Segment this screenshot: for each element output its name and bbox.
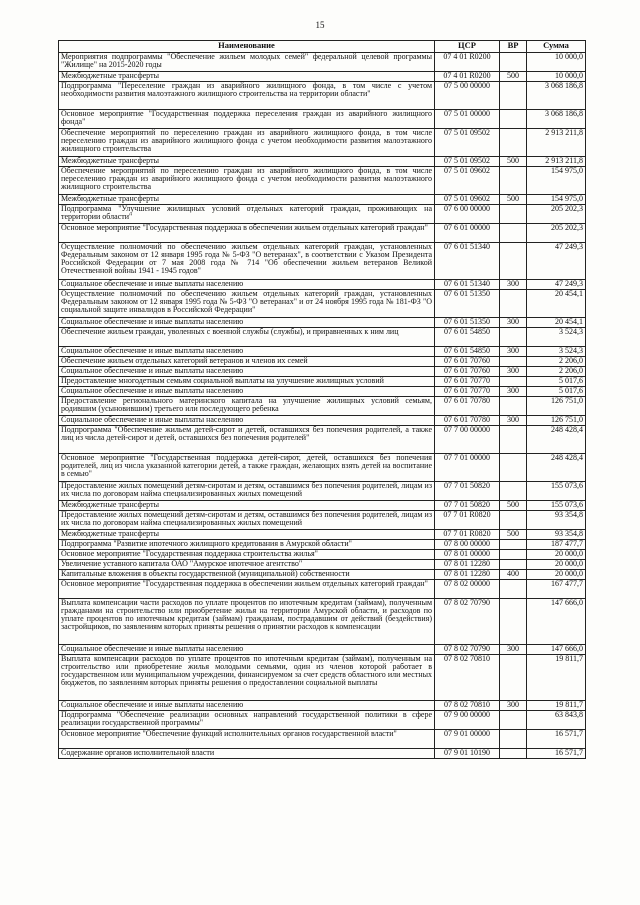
cell-csr: 07 5 01 09602 [435,195,500,205]
cell-name: Предоставление многодетным семьям социальной выплаты на улучшение жилищных условий [59,377,435,387]
cell-csr: 07 9 00 00000 [435,711,500,730]
cell-name: Содержание органов исполнительной власти [59,749,435,759]
cell-sum: 3 524,3 [527,328,586,347]
cell-sum: 2 206,0 [527,357,586,367]
cell-vr [500,560,527,570]
cell-vr [500,167,527,195]
cell-sum: 19 811,7 [527,701,586,711]
cell-sum: 93 354,8 [527,511,586,530]
cell-name: Подпрограмма "Улучшение жилищных условий отдельных категорий граждан, проживающих на территории области" [59,205,435,224]
table-row [59,482,586,501]
cell-name: Выплата компенсации расходов по уплате процентов по ипотечным кредитам (займам), полученным на строительство или приобретение жилья молодыми семьями, один из членов которой работает в государственном или муниципальном учреждении, финансируемом за счет средств областного или местных бюджетов, по заявлениям которых приняты решения о предоставлении социальной выплаты [59,655,435,701]
cell-csr: 07 6 01 70770 [435,387,500,397]
table-row [59,110,586,129]
table-row [59,397,586,416]
cell-vr: 300 [500,416,527,426]
cell-name: Социальное обеспечение и иные выплаты населению [59,347,435,357]
table-row [59,367,586,377]
table-row [59,426,586,454]
cell-name: Подпрограмма "Обеспечение жильем детей-сирот и детей, оставшихся без попечения родителей, а также лиц из числа детей-сирот и детей, оставшихся без попечения родителей" [59,426,435,454]
cell-csr: 07 6 01 70770 [435,377,500,387]
table-row [59,129,586,157]
cell-sum: 205 202,3 [527,224,586,243]
cell-csr: 07 5 01 09502 [435,129,500,157]
cell-sum: 126 751,0 [527,397,586,416]
table-row [59,560,586,570]
cell-name: Межбюджетные трансферты [59,530,435,540]
cell-vr: 500 [500,195,527,205]
cell-vr [500,655,527,701]
cell-sum: 2 913 211,8 [527,129,586,157]
cell-name: Капитальные вложения в объекты государственной (муниципальной) собственности [59,570,435,580]
cell-name: Обеспечение мероприятий по переселению граждан из аварийного жилищного фонда, в том числе переселению граждан из аварийного жилищного фонда с учетом необходимости развития малоэтажного жилищного строительства [59,129,435,157]
cell-name: Выплата компенсации части расходов по уплате процентов по ипотечным кредитам (займам), полученным гражданами на строительство или приобретение жилья на территории Амурской области, и расходов по уплате процентов по ипотечным кредитам (займам) гражданам, пострадавшим от действий (бездействия) застройщиков, по заявлениям которых приняты решения о принятии расходов к компенсации [59,599,435,645]
cell-name: Социальное обеспечение и иные выплаты населению [59,701,435,711]
header-vr: ВР [500,41,527,53]
cell-vr [500,224,527,243]
cell-name: Предоставление жилых помещений детям-сиротам и детям, оставшимся без попечения родителей, лицам из их числа по договорам найма специализированных жилых помещений [59,511,435,530]
cell-vr: 500 [500,72,527,82]
table-row [59,570,586,580]
cell-vr: 400 [500,570,527,580]
cell-sum: 205 202,3 [527,205,586,224]
cell-vr [500,243,527,280]
cell-sum: 3 068 186,8 [527,110,586,129]
cell-vr [500,328,527,347]
table-row [59,454,586,482]
cell-vr [500,711,527,730]
table-row [59,328,586,347]
cell-vr [500,53,527,72]
cell-sum: 248 428,4 [527,426,586,454]
cell-vr: 300 [500,701,527,711]
cell-csr: 07 8 01 12280 [435,570,500,580]
table-row [59,749,586,759]
cell-sum: 20 454,1 [527,290,586,318]
cell-vr: 300 [500,280,527,290]
cell-csr: 07 8 01 00000 [435,550,500,560]
cell-name: Социальное обеспечение и иные выплаты населению [59,645,435,655]
cell-name: Социальное обеспечение и иные выплаты населению [59,416,435,426]
cell-csr: 07 7 00 00000 [435,426,500,454]
cell-csr: 07 8 02 00000 [435,580,500,599]
cell-name: Основное мероприятие "Государственная поддержка в обеспечении жильем отдельных категорий граждан" [59,580,435,599]
cell-name: Межбюджетные трансферты [59,157,435,167]
table-row [59,347,586,357]
cell-vr [500,599,527,645]
cell-sum: 16 571,7 [527,730,586,749]
cell-vr [500,290,527,318]
cell-name: Осуществление полномочий по обеспечению жильем отдельных категорий граждан, установленных Федеральным законом от 12 января 1995 года № 5-ФЗ "О ветеранах" и от 24 ноября 1995 года № 181-ФЗ "О социальной защите инвалидов в Российской Федерации" [59,290,435,318]
cell-csr: 07 5 00 00000 [435,82,500,110]
cell-sum: 155 073,6 [527,482,586,501]
cell-sum: 47 249,3 [527,243,586,280]
table-row [59,243,586,280]
cell-vr [500,511,527,530]
table-header-row [59,41,586,53]
table-row [59,53,586,72]
cell-vr [500,454,527,482]
cell-sum: 5 017,6 [527,377,586,387]
cell-vr [500,580,527,599]
cell-name: Подпрограмма "Развитие ипотечного жилищного кредитования в Амурской области" [59,540,435,550]
table-row [59,730,586,749]
table-row [59,511,586,530]
cell-name: Предоставление регионального материнского капитала на улучшение жилищных условий семьям, родившим (усыновившим) третьего или последующего ребенка [59,397,435,416]
cell-sum: 147 666,0 [527,599,586,645]
cell-sum: 2 206,0 [527,367,586,377]
cell-csr: 07 5 01 09502 [435,157,500,167]
cell-sum: 16 571,7 [527,749,586,759]
cell-csr: 07 5 01 09602 [435,167,500,195]
table-row [59,387,586,397]
cell-sum: 20 000,0 [527,550,586,560]
table-row [59,195,586,205]
cell-csr: 07 4 01 R0200 [435,72,500,82]
table-row [59,224,586,243]
cell-vr [500,377,527,387]
cell-name: Межбюджетные трансферты [59,195,435,205]
cell-name: Основное мероприятие "Обеспечение функций исполнительных органов государственной власти" [59,730,435,749]
cell-sum: 20 454,1 [527,318,586,328]
cell-csr: 07 6 01 51340 [435,243,500,280]
table-row [59,280,586,290]
cell-name: Осуществление полномочий по обеспечению жильем отдельных категорий граждан, установленных Федеральным законом от 12 января 1995 года № 5-ФЗ "О ветеранах", в соответствии с Указом Президента Российской Федерации от 7 мая 2008 года № 714 "Об обеспечении жильем ветеранов Великой Отечественной войны 1941 - 1945 годов" [59,243,435,280]
cell-name: Предоставление жилых помещений детям-сиротам и детям, оставшимся без попечения родителей, лицам из их числа по договорам найма специализированных жилых помещений [59,482,435,501]
table-row [59,377,586,387]
table-row [59,167,586,195]
table-row [59,357,586,367]
table-row [59,711,586,730]
cell-sum: 19 811,7 [527,655,586,701]
cell-sum: 187 477,7 [527,540,586,550]
cell-csr: 07 6 01 51340 [435,280,500,290]
cell-sum: 47 249,3 [527,280,586,290]
cell-name: Обеспечение жильем граждан, уволенных с военной службы (службы), и приравненных к ним лиц [59,328,435,347]
cell-vr [500,357,527,367]
cell-sum: 3 524,3 [527,347,586,357]
cell-vr [500,205,527,224]
table-row [59,655,586,701]
table-row [59,82,586,110]
cell-vr [500,550,527,560]
cell-sum: 5 017,6 [527,387,586,397]
cell-name: Увеличение уставного капитала ОАО "Амурское ипотечное агентство" [59,560,435,570]
cell-vr [500,129,527,157]
cell-csr: 07 8 02 70810 [435,701,500,711]
cell-sum: 2 913 211,8 [527,157,586,167]
cell-csr: 07 4 01 R0200 [435,53,500,72]
cell-csr: 07 7 01 50820 [435,482,500,501]
table-row [59,157,586,167]
cell-csr: 07 6 01 70780 [435,397,500,416]
table-row [59,599,586,645]
cell-name: Подпрограмма "Обеспечение реализации основных направлений государственной политики в сфере реализации государственной программы" [59,711,435,730]
cell-name: Основное мероприятие "Государственная поддержка переселения граждан из аварийного жилищного фонда" [59,110,435,129]
cell-name: Основное мероприятие "Государственная поддержка строительства жилья" [59,550,435,560]
table-row [59,540,586,550]
cell-vr [500,540,527,550]
cell-csr: 07 7 01 50820 [435,501,500,511]
cell-sum: 63 843,8 [527,711,586,730]
cell-name: Подпрограмма "Переселение граждан из аварийного жилищного фонда, в том числе с учетом необходимости развития малоэтажного жилищного строительства на территории области" [59,82,435,110]
cell-csr: 07 9 01 00000 [435,730,500,749]
cell-csr: 07 6 01 51350 [435,318,500,328]
cell-vr [500,749,527,759]
table-row [59,205,586,224]
cell-vr [500,426,527,454]
table-row [59,416,586,426]
cell-vr: 300 [500,645,527,655]
cell-sum: 154 975,0 [527,167,586,195]
table-row [59,580,586,599]
cell-vr [500,110,527,129]
cell-name: Основное мероприятие "Государственная поддержка в обеспечении жильем отдельных категорий граждан" [59,224,435,243]
cell-vr: 300 [500,347,527,357]
cell-name: Социальное обеспечение и иные выплаты населению [59,367,435,377]
cell-vr: 500 [500,157,527,167]
cell-sum: 155 073,6 [527,501,586,511]
table-row [59,501,586,511]
cell-csr: 07 9 01 10190 [435,749,500,759]
table-row [59,645,586,655]
cell-csr: 07 6 00 00000 [435,205,500,224]
cell-csr: 07 7 01 R0820 [435,530,500,540]
header-sum: Сумма [527,41,586,53]
cell-sum: 20 000,0 [527,570,586,580]
cell-sum: 10 000,0 [527,53,586,72]
cell-csr: 07 6 01 54850 [435,347,500,357]
cell-name: Социальное обеспечение и иные выплаты населению [59,387,435,397]
cell-vr: 300 [500,387,527,397]
cell-vr: 300 [500,367,527,377]
cell-sum: 3 068 186,8 [527,82,586,110]
cell-name: Социальное обеспечение и иные выплаты населению [59,280,435,290]
cell-sum: 248 428,4 [527,454,586,482]
cell-name: Обеспечение жильем отдельных категорий ветеранов и членов их семей [59,357,435,367]
table-body [59,53,586,759]
cell-csr: 07 8 02 70810 [435,655,500,701]
cell-sum: 154 975,0 [527,195,586,205]
cell-vr [500,482,527,501]
cell-name: Межбюджетные трансферты [59,501,435,511]
header-csr: ЦСР [435,41,500,53]
cell-csr: 07 8 01 12280 [435,560,500,570]
cell-csr: 07 8 00 00000 [435,540,500,550]
table-row [59,72,586,82]
budget-table [58,40,586,759]
cell-vr: 300 [500,318,527,328]
cell-name: Мероприятия подпрограммы "Обеспечение жильем молодых семей" федеральной целевой программы "Жилище" на 2015-2020 годы [59,53,435,72]
cell-csr: 07 8 02 70790 [435,599,500,645]
table-row [59,530,586,540]
cell-sum: 126 751,0 [527,416,586,426]
page-number: 15 [315,20,325,30]
cell-csr: 07 6 01 00000 [435,224,500,243]
cell-csr: 07 8 02 70790 [435,645,500,655]
cell-csr: 07 6 01 51350 [435,290,500,318]
cell-sum: 93 354,8 [527,530,586,540]
cell-name: Основное мероприятие "Государственная поддержка детей-сирот, детей, оставшихся без попечения родителей, лиц из числа указанной категории детей, а также граждан, желающих взять детей на воспитание в семью" [59,454,435,482]
table-row [59,318,586,328]
cell-csr: 07 7 01 00000 [435,454,500,482]
cell-sum: 20 000,0 [527,560,586,570]
header-name: Наименование [59,41,435,53]
cell-name: Межбюджетные трансферты [59,72,435,82]
cell-sum: 167 477,7 [527,580,586,599]
cell-vr [500,397,527,416]
cell-csr: 07 6 01 54850 [435,328,500,347]
cell-sum: 147 666,0 [527,645,586,655]
cell-vr: 500 [500,530,527,540]
cell-sum: 10 000,0 [527,72,586,82]
cell-csr: 07 5 01 00000 [435,110,500,129]
cell-csr: 07 6 01 70760 [435,367,500,377]
table-row [59,701,586,711]
cell-csr: 07 7 01 R0820 [435,511,500,530]
cell-csr: 07 6 01 70760 [435,357,500,367]
cell-vr [500,730,527,749]
cell-name: Социальное обеспечение и иные выплаты населению [59,318,435,328]
table-row [59,550,586,560]
cell-csr: 07 6 01 70780 [435,416,500,426]
cell-vr: 500 [500,501,527,511]
cell-vr [500,82,527,110]
cell-name: Обеспечение мероприятий по переселению граждан из аварийного жилищного фонда, в том числе переселению граждан из аварийного жилищного фонда с учетом необходимости развития малоэтажного жилищного строительства [59,167,435,195]
table-row [59,290,586,318]
